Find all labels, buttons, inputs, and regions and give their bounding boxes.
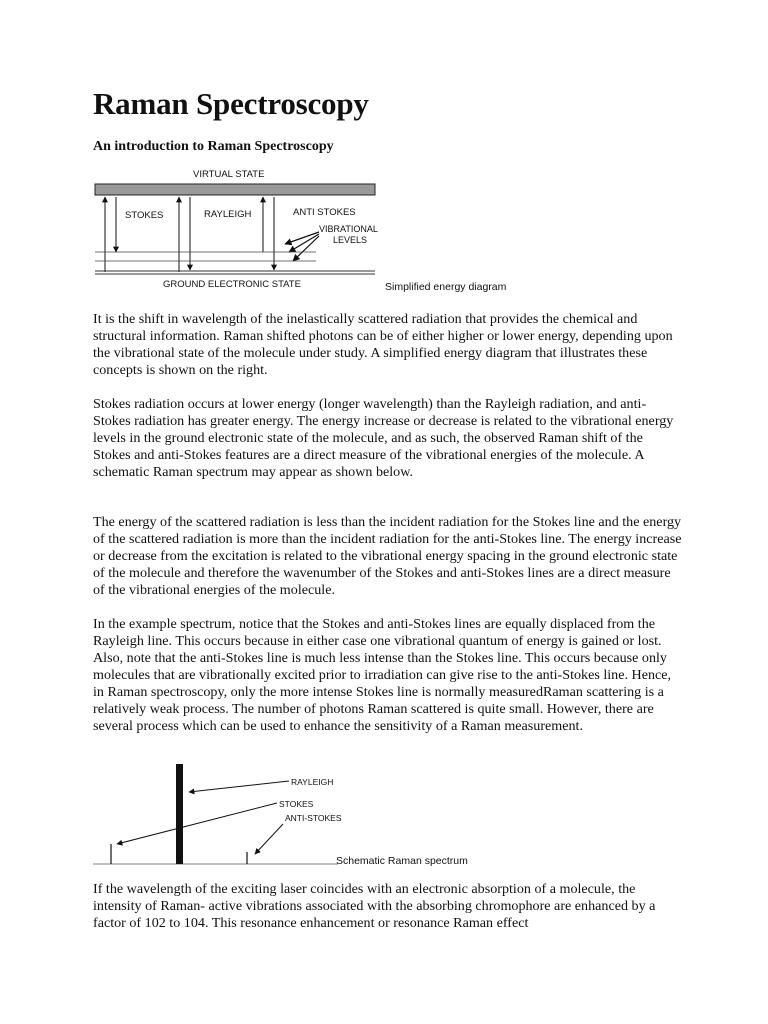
paragraph: In the example spectrum, notice that the Stokes and anti-Stokes lines are equally displaced from the Rayleigh line. This occurs because in either case one vibrational quantum of energy is gained or lost. Also, note that the anti-Stokes line is much less intense than the Stokes line. This occurs because only molecules that are vibrationally excited prior to irradiation can give rise to the anti-Stokes line. Hence, in Raman spectroscopy, only the more intense Stokes line is normally measuredRaman scattering is a relatively weak process. The number of photons Raman scattered is quite small. However, there are several process which can be used to enhance the sensitivity of a Raman measurement. bbox=[93, 616, 672, 734]
vibrational-pointer-1 bbox=[285, 232, 319, 244]
paragraph: It is the shift in wavelength of the inelastically scattered radiation that provides the chemical and structural information. Raman shifted photons can be of either higher or lower energy, depending upon the vibrational state of the molecule under study. A simplified energy diagram that illustrates these concepts is shown on the right. bbox=[93, 311, 673, 378]
energy-diagram-caption: Simplified energy diagram bbox=[385, 281, 507, 293]
page-title: Raman Spectroscopy bbox=[93, 86, 369, 121]
stokes-label: STOKES bbox=[125, 210, 164, 221]
virtual-state-label: VIRTUAL STATE bbox=[193, 169, 265, 180]
energy-diagram bbox=[93, 164, 393, 294]
paragraph: If the wavelength of the exciting laser coincides with an electronic absorption of a molecule, the intensity of Raman- active vibrations associated with the absorbing chromophore are enhanced by a factor of 102 to 104. This resonance enhancement or resonance Raman effect bbox=[93, 881, 656, 931]
stokes-pointer bbox=[117, 803, 277, 844]
anti-stokes-pointer bbox=[255, 824, 283, 854]
rayleigh-spectrum-label: RAYLEIGH bbox=[291, 777, 334, 787]
vibrational-levels-label-2: LEVELS bbox=[333, 235, 368, 245]
page-subtitle: An introduction to Raman Spectroscopy bbox=[93, 139, 334, 154]
rayleigh-line bbox=[176, 764, 183, 864]
virtual-state-bar bbox=[95, 184, 375, 195]
paragraph: The energy of the scattered radiation is less than the incident radiation for the Stokes line and the energy of the scattered radiation is more than the incident radiation for the anti-Stokes line. The energy increase or decrease from the excitation is related to the vibrational energy spacing in the ground electronic state of the molecule and therefore the wavenumber of the Stokes and anti-Stokes lines are a direct measure of the vibrational energies of the molecule. bbox=[93, 514, 682, 598]
anti-stokes-spectrum-label: ANTI-STOKES bbox=[285, 813, 342, 823]
vibrational-levels-label-1: VIBRATIONAL bbox=[319, 224, 378, 234]
paragraph: Stokes radiation occurs at lower energy (longer wavelength) than the Rayleigh radiation, and anti-Stokes radiation has greater energy. The energy increase or decrease is related to the vibrational energy levels in the ground electronic state of the molecule, and as such, the observed Raman shift of the Stokes and anti-Stokes features are a direct measure of the vibrational energies of the molecule. A schematic Raman spectrum may appear as shown below. bbox=[93, 396, 674, 480]
spectrum-diagram bbox=[93, 760, 343, 870]
spectrum-diagram-caption: Schematic Raman spectrum bbox=[336, 855, 468, 867]
anti-stokes-label: ANTI STOKES bbox=[293, 207, 356, 218]
rayleigh-label: RAYLEIGH bbox=[204, 209, 252, 220]
stokes-spectrum-label: STOKES bbox=[279, 799, 314, 809]
rayleigh-pointer bbox=[189, 781, 289, 792]
ground-state-label: GROUND ELECTRONIC STATE bbox=[163, 279, 301, 290]
